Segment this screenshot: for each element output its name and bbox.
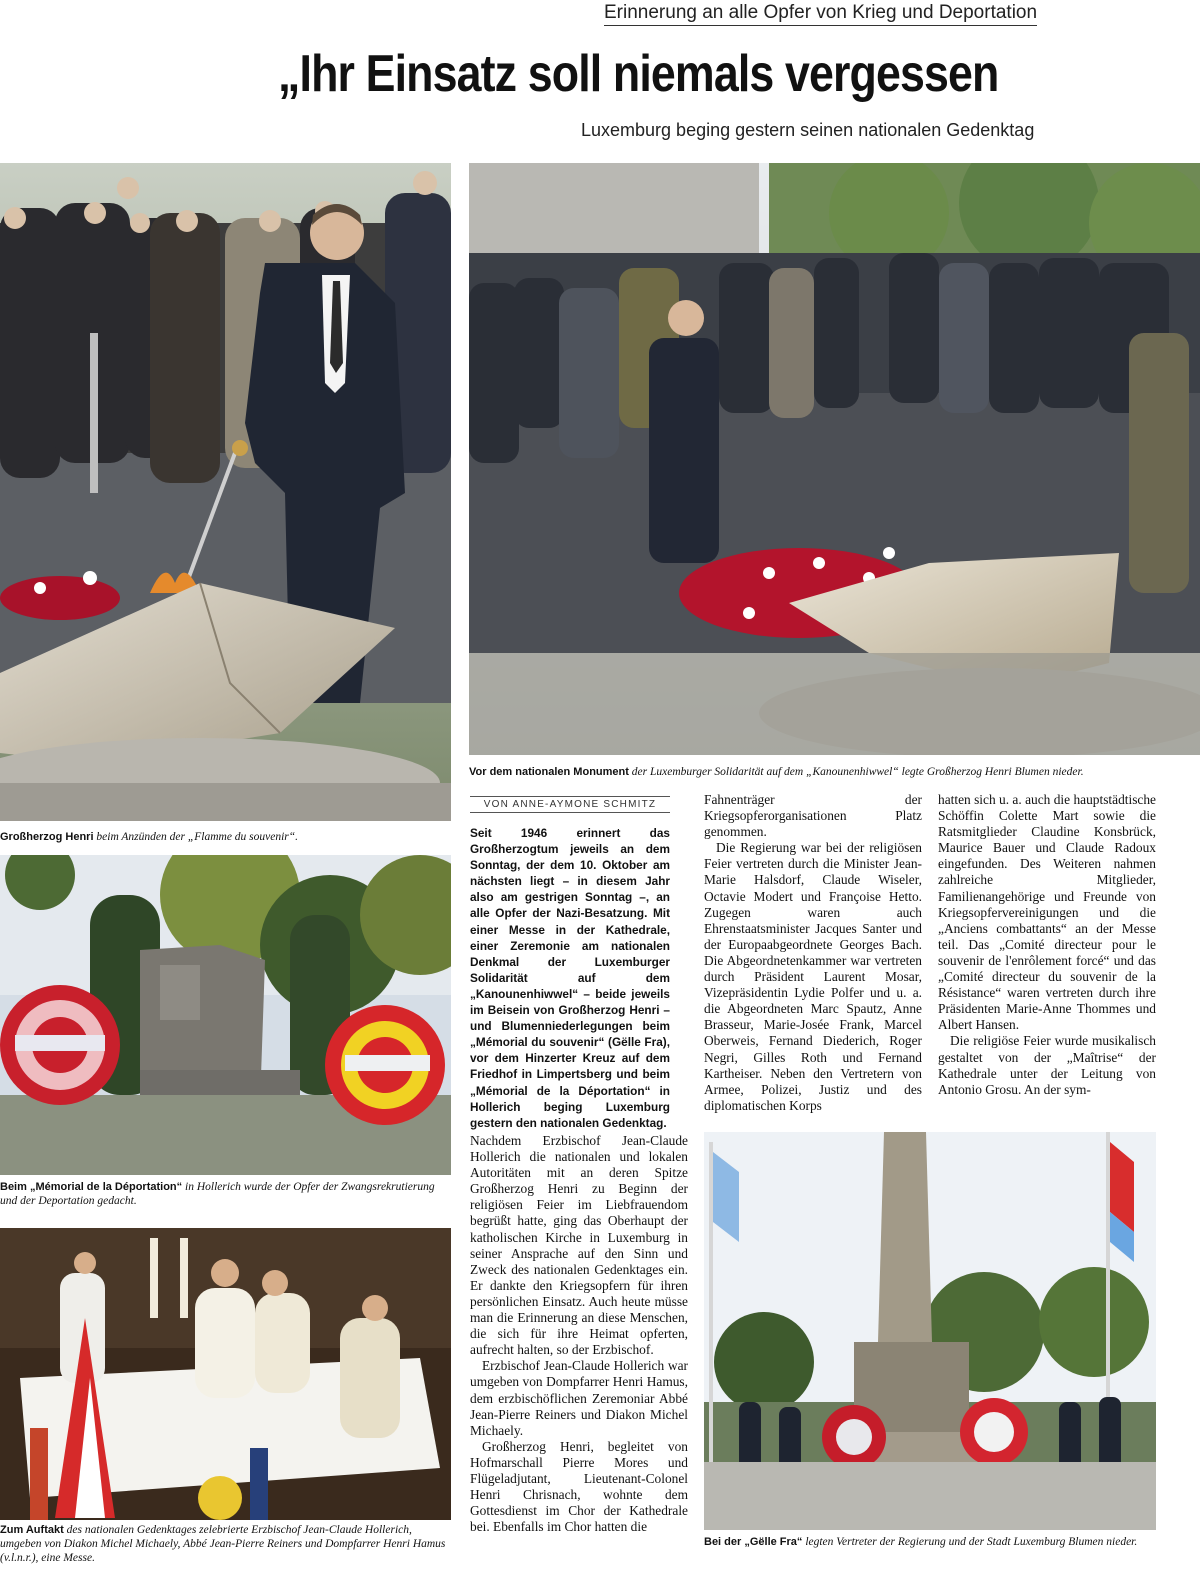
paragraph: Die Regierung war bei der religiösen Feier vertreten durch die Minister Jean-Marie Halsdorf, Claude Wiseler, Octavie Modert und Françoise Hetto. Zugegen waren auch Ehrenstaatsminister Jacques Santer und der Europaabgeordnete Georges Bach. Die Abgeordnetenkammer war vertreten durch Präsident Laurent Mosar, Vizepräsidentin Lydie Polfer und u. a. die Abgeordneten Marc Spautz, Anne Brasseur, Marie-Josée Frank, Marcel Oberweis, Fernand Diederich, Roger Negri, Gilles Roth und Fernand Kartheiser. Neben den Vertretern von Armee, Polizei, Justiz und des diplomatischen Korps (704, 840, 922, 1113)
paragraph: Nachdem Erzbischof Jean-Claude Hollerich die nationalen und lokalen Autoritäten mit an deren Spitze Großherzog Henri zu Beginn der religiösen Feier im Liebfrauendom begrüßt hatte, ging das Oberhaupt der katholischen Kirche in Luxemburg in seiner Ansprache auf den Sinn und Zweck des nationalen Gedenktages ein. Er dankte den Kriegsopfern für ihren persönlichen Einsatz. Auch heute müsse man die Erinnerung an diese Menschen, die sich für ihre Heimat opferten, aufrecht halten, so der Erzbischof. (470, 1133, 688, 1358)
photo-national-monument (469, 163, 1200, 755)
caption-flame: Großherzog Henri beim Anzünden der „Flamme du souvenir“. (0, 831, 299, 843)
lead-paragraph: Seit 1946 erinnert das Großherzogtum jeweils an dem Sonntag, der dem 10. Oktober am nächsten liegt – in diesem Jahr also am gestrigen Sonntag –, an alle Opfer der Nazi-Besatzung. Mit einer Messe in der Kathedrale, einer Zeremonie am nationalen Denkmal der Luxemburger Solidarität auf dem „Kanounenhiwwel“ – beide jeweils im Beisein von Großherzog Henri – und Blumenniederlegungen beim „Mémorial du souvenir“ (Gëlle Fra), vor dem Hinzerter Kreuz auf dem Friedhof in Limpertsberg und beim „Mémorial de la Déportation“ in Hollerich beging Luxemburg gestern den nationalen Gedenktag. (470, 826, 670, 1130)
article-column-2 (470, 1133, 688, 1535)
byline: VON ANNE-AYMONE SCHMITZ (470, 796, 670, 813)
photo-flame-lighting (0, 163, 451, 821)
photo-deportation-memorial (0, 855, 451, 1175)
caption-gelle-fra: Bei der „Gëlle Fra“ legten Vertreter der Regierung und der Stadt Luxemburg Blumen nieder. (704, 1536, 1138, 1548)
article-column-3 (704, 792, 922, 1114)
caption-mass: Zum Auftakt des nationalen Gedenktages zelebrierte Erzbischof Jean-Claude Hollerich, umgeben von Diakon Michel Michaely, Abbé Jean-Pierre Reiners und Dompfarrer Henri Hamus (v.l.n.r.), eine Messe. (0, 1524, 446, 1564)
paragraph: Erzbischof Jean-Claude Hollerich war umgeben von Dompfarrer Henri Hamus, dem erzbischöflichen Zeremoniar Abbé Jean-Pierre Reiners und Diakon Michel Michaely. (470, 1358, 688, 1438)
caption-deportation: Beim „Mémorial de la Déportation“ in Hollerich wurde der Opfer der Zwangsrekrutierung und der Deportation gedacht. (0, 1181, 435, 1207)
caption-monument: Vor dem nationalen Monument der Luxemburger Solidarität auf dem „Kanounenhiwwel“ legte Großherzog Henri Blumen nieder. (469, 766, 1084, 778)
photo-gelle-fra (704, 1132, 1156, 1530)
subheadline: Luxemburg beging gestern seinen nationalen Gedenktag (581, 120, 1035, 140)
paragraph: Die religiöse Feier wurde musikalisch gestaltet von der „Maîtrise“ der Kathedrale unter der Leitung von Antonio Grosu. An der sym- (938, 1033, 1156, 1097)
paragraph: Großherzog Henri, begleitet von Hofmarschall Pierre Mores und Flügeladjutant, Lieutenant-Colonel Henri Chrisnach, wohnte dem Gottesdienst im Chor der Kathedrale bei. Ebenfalls im Chor hatten die (470, 1438, 688, 1535)
paragraph: hatten sich u. a. auch die hauptstädtische Schöffin Colette Mart sowie die Ratsmitglieder Claudine Konsbrück, Maurice Bauer und Claude Radoux eingefunden. Des Weiteren nahmen zahlreiche Mitglieder, Familienangehörige und Freunde von Kriegsopfervereinigungen und die „Anciens combattants“ an der Messe teil. Das „Comité directeur pour le souvenir de l'enrôlement forcé“ und das „Comité directeur du souvenir de la Résistance“ waren vertreten durch ihre Präsidenten Marie-Anne Thommes und Albert Hansen. (938, 792, 1156, 1033)
paragraph: Fahnenträger der Kriegsopferorganisationen Platz genommen. (704, 792, 922, 840)
article-column-4 (938, 792, 1156, 1098)
photo-cathedral-mass (0, 1228, 451, 1520)
headline: „Ihr Einsatz soll niemals vergessen (278, 45, 999, 103)
kicker: Erinnerung an alle Opfer von Krieg und Deportation (604, 2, 1037, 26)
